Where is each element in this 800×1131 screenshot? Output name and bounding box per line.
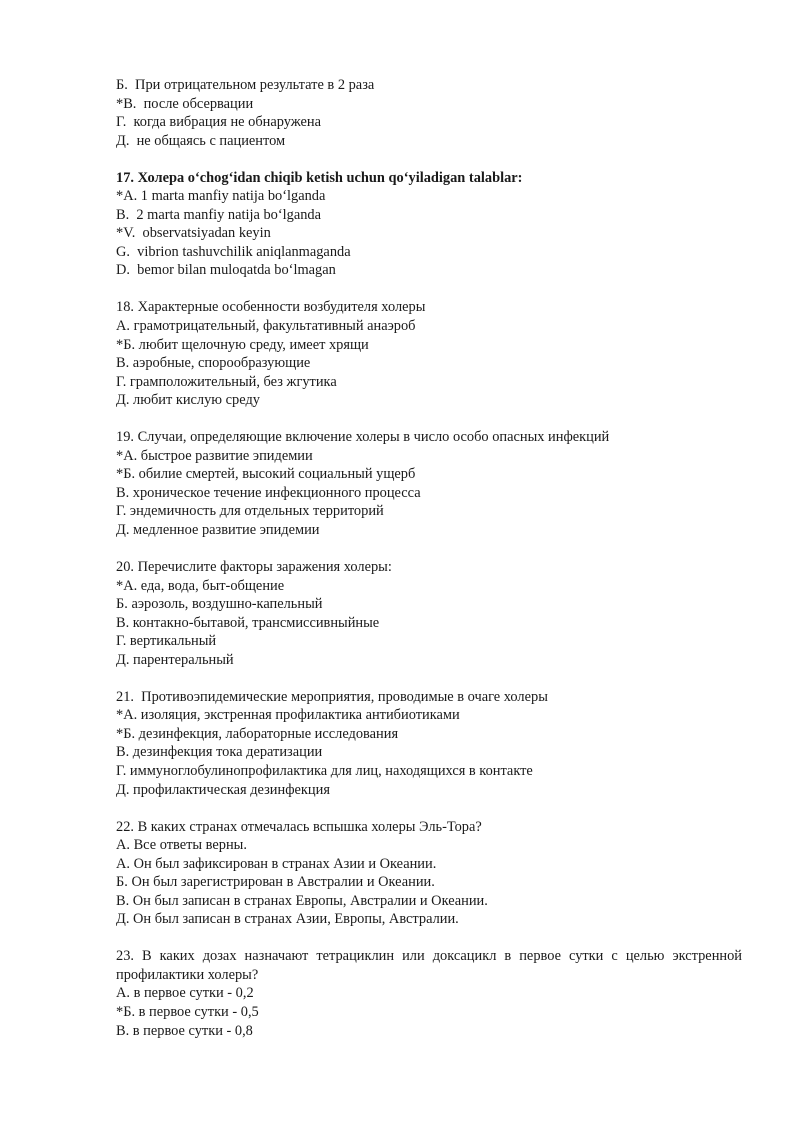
- question-title: 19. Случаи, определяющие включение холеры в число особо опасных инфекций: [116, 429, 610, 446]
- answer-option: А. в первое сутки - 0,2: [116, 985, 254, 1002]
- answer-option: Б. аэрозоль, воздушно-капельный: [116, 596, 323, 613]
- answer-option: *А. изоляция, экстренная профилактика антибиотиками: [116, 707, 460, 724]
- answer-option: А. Все ответы верны.: [116, 837, 247, 854]
- answer-option: *Б. в первое сутки - 0,5: [116, 1004, 259, 1021]
- question-title: 17. Холера oʻchogʻidan chiqib ketish uchun qoʻyiladigan talablar:: [116, 169, 523, 186]
- answer-option: *Б. обилие смертей, высокий социальный ущерб: [116, 466, 416, 483]
- question-block-18: [116, 298, 742, 409]
- answer-option: А. грамотрицательный, факультативный анаэроб: [116, 318, 416, 335]
- answer-option: *В. после обсервации: [116, 95, 254, 112]
- answer-option: B. 2 marta manfiy natija boʻlganda: [116, 206, 322, 223]
- answer-option: Д. Он был записан в странах Азии, Европы, Австралии.: [116, 911, 459, 928]
- answer-option: В. дезинфекция тока дератизации: [116, 744, 323, 761]
- answer-option: В. Он был записан в странах Европы, Австралии и Океании.: [116, 892, 488, 909]
- answer-option: Д. любит кислую среду: [116, 392, 260, 409]
- answer-option: Д. медленное развитие эпидемии: [116, 521, 320, 538]
- answer-option: Б. При отрицательном результате в 2 раза: [116, 77, 375, 93]
- answer-option: *Б. дезинфекция, лабораторные исследования: [116, 725, 399, 742]
- answer-option: Г. грамположительный, без жгутика: [116, 373, 337, 390]
- answer-option: D. bemor bilan muloqatda boʻlmagan: [116, 262, 336, 279]
- answer-option: *А. быстрое развитие эпидемии: [116, 447, 313, 464]
- question-block-17: [116, 169, 742, 280]
- question-block-16-tail: [116, 76, 742, 150]
- document-page: [116, 76, 742, 1040]
- question-title: 20. Перечислите факторы заражения холеры:: [116, 559, 392, 576]
- question-block-21: [116, 688, 742, 799]
- answer-option: А. Он был зафиксирован в странах Азии и Океании.: [116, 855, 437, 872]
- question-title: 22. В каких странах отмечалась вспышка холеры Эль-Тора?: [116, 818, 482, 835]
- answer-option: Б. Он был зарегистрирован в Австралии и Океании.: [116, 874, 435, 891]
- answer-option: Г. эндемичность для отдельных территорий: [116, 503, 384, 520]
- answer-option: Г. когда вибрация не обнаружена: [116, 114, 321, 131]
- answer-option: В. хроническое течение инфекционного процесса: [116, 484, 421, 501]
- answer-option: *V. observatsiyadan keyin: [116, 225, 271, 242]
- question-title: 21. Противоэпидемические мероприятия, проводимые в очаге холеры: [116, 688, 548, 705]
- answer-option: *А. еда, вода, быт-общение: [116, 577, 285, 594]
- answer-option: Д. не общаясь с пациентом: [116, 132, 286, 149]
- answer-option: *Б. любит щелочную среду, имеет хрящи: [116, 336, 369, 353]
- question-block-19: [116, 428, 742, 539]
- answer-option: В. контакно-бытавой, трансмиссивныйные: [116, 614, 380, 631]
- answer-option: В. в первое сутки - 0,8: [116, 1022, 253, 1039]
- question-block-22: [116, 818, 742, 929]
- answer-option: Г. вертикальный: [116, 633, 217, 650]
- answer-option: Д. профилактическая дезинфекция: [116, 781, 330, 798]
- answer-option: Г. иммуноглобулинопрофилактика для лиц, находящихся в контакте: [116, 763, 533, 779]
- question-block-20: [116, 558, 742, 669]
- answer-option: В. аэробные, спорообразующие: [116, 355, 311, 372]
- answer-option: G. vibrion tashuvchilik aniqlanmaganda: [116, 243, 351, 260]
- question-title: 18. Характерные особенности возбудителя холеры: [116, 299, 426, 316]
- question-title: 23. В каких дозах назначают тетрациклин или доксацикл в первое сутки с целью экстренной профилактики холеры?: [116, 948, 742, 983]
- question-block-23: [116, 947, 742, 1040]
- answer-option: Д. парентеральный: [116, 651, 234, 668]
- answer-option: *A. 1 marta manfiy natija boʻlganda: [116, 188, 326, 205]
